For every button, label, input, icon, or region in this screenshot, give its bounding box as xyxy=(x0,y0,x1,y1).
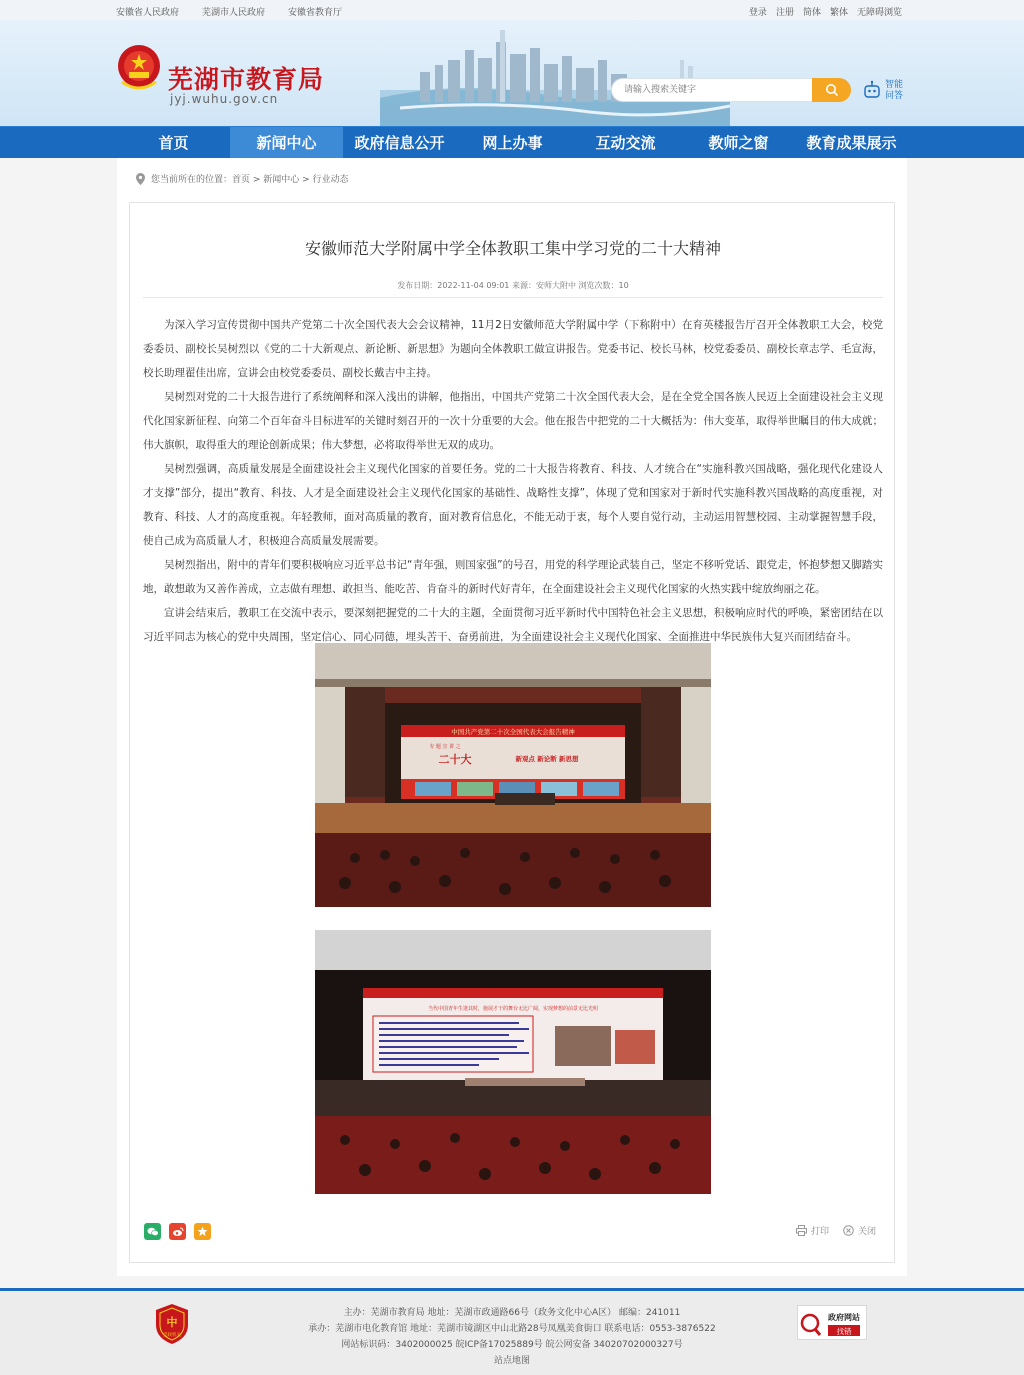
article-body xyxy=(143,313,883,649)
badge-title: 政府网站 xyxy=(828,1313,860,1322)
svg-text:党政机关: 党政机关 xyxy=(163,1333,181,1338)
top-links xyxy=(116,5,342,18)
search-bar xyxy=(611,78,851,102)
robot-assistant-icon[interactable] xyxy=(862,80,882,100)
nav-item-home[interactable]: 首页 xyxy=(158,134,189,152)
site-header xyxy=(0,20,1024,126)
paragraph: 宣讲会结束后，教职工在交流中表示，要深刻把握党的二十大的主题，全面贯彻习近平新时代中国特色社会主义思想，积极响应时代的呼唤，紧密团结在以习近平同志为核心的党中央周围，坚定信心、同心同德，埋头苦干、奋勇前进，为全面建设社会主义现代化国家、全面推进中华民族伟大复兴而团结奋斗。 xyxy=(143,607,883,643)
error-report-icon xyxy=(798,1306,868,1341)
nav-item-interaction[interactable]: 互动交流 xyxy=(595,134,656,152)
link-anhui-gov[interactable]: 安徽省人民政府 xyxy=(116,8,180,18)
article-title: 安徽师范大学附属中学全体教职工集中学习党的二十大精神 xyxy=(304,239,721,258)
paragraph: 吴树烈对党的二十大报告进行了系统阐释和深入浅出的讲解，他指出，中国共产党第二十次全国代表大会，是在全党全国各族人民迈上全面建设社会主义现代化国家新征程、向第二个百年奋斗目标进军的关键时刻召开的一次十分重要的大会。他在报告中把党的二十大概括为：伟大变革，取得举世瞩目的伟大成就；伟大旗帜，取得重大的理论创新成果；伟大梦想，必将取得举世无双的成功。 xyxy=(143,391,883,451)
screen-big-title: 二十大 xyxy=(438,753,472,766)
wechat-share-button[interactable] xyxy=(144,1223,161,1240)
badge-label: 找错 xyxy=(836,1327,852,1336)
search-icon xyxy=(825,83,839,97)
close-icon xyxy=(843,1225,854,1236)
star-icon xyxy=(197,1226,208,1237)
svg-text:中: 中 xyxy=(166,1316,178,1329)
city-skyline-image xyxy=(380,20,730,126)
footer-registration: 网站标识码：3402000025 皖ICP备17025889号 皖公网安备 34020702000327号 xyxy=(341,1340,683,1350)
close-button[interactable]: 关闭 xyxy=(843,1224,876,1237)
site-footer xyxy=(0,1288,1024,1375)
simplified-link[interactable]: 简体 xyxy=(802,8,821,18)
footer-organizer: 承办：芜湖市电化教育馆 地址：芜湖市镜湖区中山北路28号凤凰美食街口 联系电话：0553-3876522 xyxy=(308,1324,716,1334)
site-title: 芜湖市教育局 xyxy=(168,65,325,94)
article-photo-1 xyxy=(315,643,711,907)
print-button[interactable]: 打印 xyxy=(796,1224,829,1237)
nav-item-online-services[interactable]: 网上办事 xyxy=(482,134,543,152)
auditorium-photo-2 xyxy=(315,930,711,1194)
divider xyxy=(143,297,883,298)
main-nav xyxy=(0,126,1024,158)
location-pin-icon xyxy=(136,173,145,185)
traditional-link[interactable]: 繁体 xyxy=(829,8,848,18)
screen-headline: 中国共产党第二十次全国代表大会报告精神 xyxy=(451,728,575,736)
auditorium-photo-1 xyxy=(315,643,711,907)
search-input[interactable] xyxy=(611,78,812,102)
register-link[interactable]: 注册 xyxy=(775,8,794,18)
search-button[interactable] xyxy=(812,78,851,102)
top-actions xyxy=(749,5,902,18)
paragraph: 吴树烈强调，高质量发展是全面建设社会主义现代化国家的首要任务。党的二十大报告将教育、科技、人才统合在“实施科教兴国战略，强化现代化建设人才支撑”部分，提出“教育、科技、人才是全面建设社会主义现代化国家的基础性、战略性支撑”，体现了党和国家对于新时代实施科教兴国战略的高度重视，对教育、科技、人才的高度重视。年轻教师，面对高质量的教育，面对教育信息化，不能无动于衷，每个人要自觉行动，主动运用智慧校园、主动掌握智慧手段，使自己成为高质量人才，积极迎合高质量发展需要。 xyxy=(143,463,883,547)
national-emblem-icon xyxy=(116,42,162,94)
weibo-share-button[interactable] xyxy=(169,1223,186,1240)
share-buttons xyxy=(144,1223,211,1240)
accessibility-link[interactable]: 无障碍浏览 xyxy=(856,8,902,18)
link-anhui-edu[interactable]: 安徽省教育厅 xyxy=(288,8,343,18)
link-wuhu-gov[interactable]: 芜湖市人民政府 xyxy=(202,8,266,18)
screen2-headline: 当代中国青年生逢其时，施展才干的舞台无比广阔，实现梦想的前景无比光明 xyxy=(427,1006,599,1012)
weibo-icon xyxy=(172,1227,184,1237)
favorite-share-button[interactable] xyxy=(194,1223,211,1240)
article-meta: 发布日期：2022-11-04 09:01 来源：安师大附中 浏览次数：10 xyxy=(397,281,629,290)
breadcrumb-text[interactable]: 您当前所在的位置：首页 > 新闻中心 > 行业动态 xyxy=(151,175,349,185)
printer-icon xyxy=(796,1225,807,1236)
nav-item-news[interactable]: 新闻中心 xyxy=(230,127,343,159)
paragraph: 为深入学习宣传贯彻中国共产党第二十次全国代表大会会议精神，11月2日安徽师范大学附属中学（下称附中）在育英楼报告厅召开全体教职工大会，校党委委员、副校长吴树烈以《党的二十大新观点、新论断、新思想》为题向全体教职工做宣讲报告。党委书记、校长马林，校党委委员、副校长章志学、毛宣海，校长助理翟佳出席，宣讲会由校党委委员、副校长戴吉中主持。 xyxy=(143,319,883,379)
paragraph: 吴树烈指出，附中的青年们要积极响应习近平总书记“青年强，则国家强”的号召，用党的科学理论武装自己，坚定不移听党话、跟党走，怀抱梦想又脚踏实地，敢想敢为又善作善成，立志做有理想、敢担当、能吃苦、肯奋斗的新时代好青年，在全面建设社会主义现代化国家的火热实践中绽放绚丽之花。 xyxy=(143,559,883,595)
article-tools xyxy=(796,1224,876,1237)
nav-item-achievements[interactable]: 教育成果展示 xyxy=(806,134,897,152)
login-link[interactable]: 登录 xyxy=(748,8,767,18)
footer-info xyxy=(0,1305,1024,1369)
nav-item-teachers[interactable]: 教师之窗 xyxy=(708,134,769,152)
top-bar xyxy=(0,0,1024,20)
assistant-label[interactable]: 智能 问答 xyxy=(885,80,904,101)
breadcrumb xyxy=(136,172,349,185)
footer-sponsor: 主办：芜湖市教育局 地址：芜湖市政通路66号（政务文化中心A区） 邮编：241011 xyxy=(343,1308,681,1318)
screen-keywords: 新观点 新论断 新思想 xyxy=(515,755,579,763)
sitemap-link[interactable]: 站点地图 xyxy=(493,1356,530,1366)
gov-site-error-report-badge[interactable] xyxy=(797,1305,867,1340)
article xyxy=(129,202,895,1263)
article-photo-2 xyxy=(315,930,711,1194)
screen-subhead: 专 题 宣 讲 之 xyxy=(429,744,461,750)
site-url: jyj.wuhu.gov.cn xyxy=(170,92,279,106)
wechat-icon xyxy=(147,1227,159,1237)
nav-item-gov-info[interactable]: 政府信息公开 xyxy=(354,134,445,152)
